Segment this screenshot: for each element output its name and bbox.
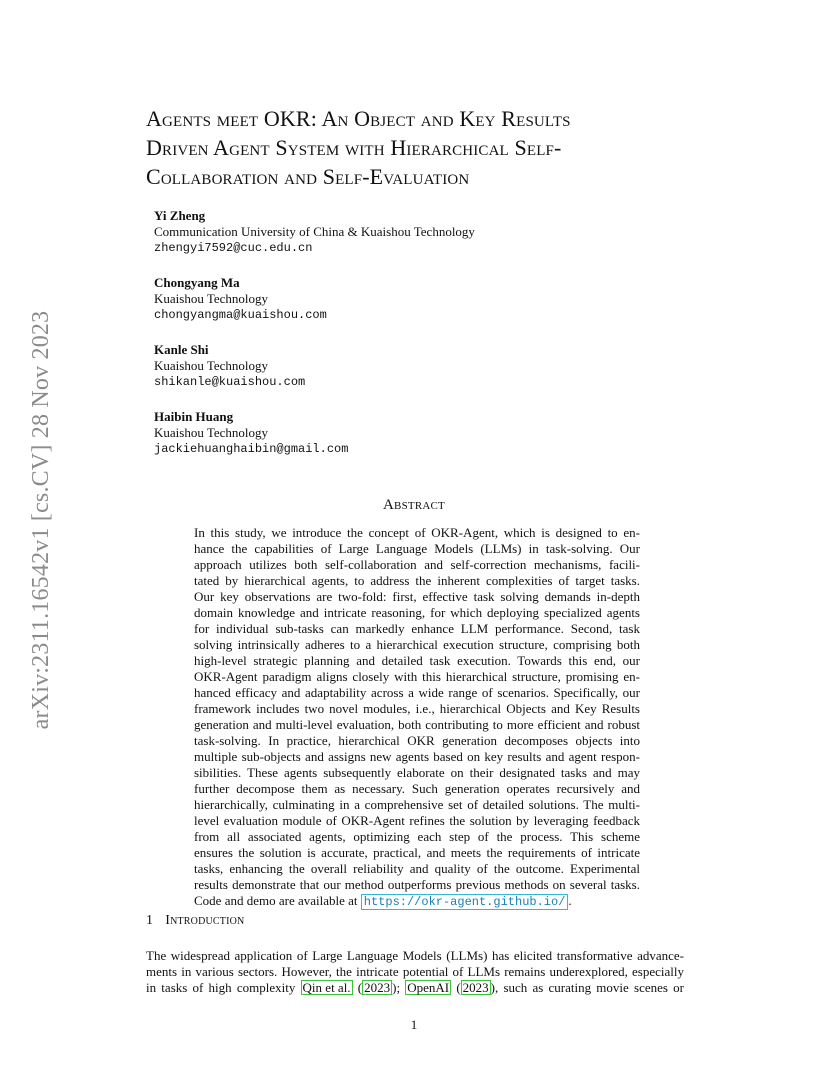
abstract-line: sibilities. These agents subsequently elaborate on their designated tasks and may [194,765,640,780]
author-email: chongyangma@kuaishou.com [154,308,327,322]
abstract-last-line [194,893,640,909]
abstract-line: solving intrinsically adheres to a hierarchical execution structure, comprising both [194,637,640,652]
abstract-period: . [568,893,572,908]
abstract-line: generation and multi-level evaluation, both contributing to more efficient and robust [194,717,640,732]
abstract-line: further decompose them as necessary. Such generation operates recursively and [194,781,640,796]
introduction-body [146,948,684,996]
citation-link-qin-author[interactable]: Qin et al. [302,980,351,995]
author-email: zhengyi7592@cuc.edu.cn [154,241,313,255]
title-line-3: Collaboration and Self-Evaluation [146,164,470,189]
citation-separator: ; [396,980,406,995]
abstract-line: from all associated agents, optimizing each step of the process. This scheme [194,829,640,844]
abstract-line: OKR-Agent paradigm aligns closely with this hierarchical structure, promising en- [194,669,640,684]
abstract-line: tated by hierarchical agents, to address the inherent complexities of target tasks. [194,573,640,588]
abstract-line: framework includes two novel modules, i.e., hierarchical Objects and Key Results [194,701,640,716]
citation-link-openai-author[interactable]: OpenAI [407,980,450,995]
page-number: 1 [410,1017,418,1032]
abstract-line: multiple sub-objects and assigns new agents based on key results and agent respon- [194,749,640,764]
abstract-line: high-level strategic planning and detailed task execution. Towards this end, our [194,653,640,668]
author-name: Yi Zheng [154,208,206,223]
abstract-line: In this study, we introduce the concept of OKR-Agent, which is designed to en- [194,525,640,540]
section-title: Introduction [165,913,245,928]
title-line-1: Agents meet OKR: An Object and Key Results [146,106,571,131]
section-number: 1 [146,913,154,928]
author-affiliation: Kuaishou Technology [154,358,269,373]
project-link[interactable]: https://okr-agent.github.io/ [361,894,569,910]
citation-link-openai-year[interactable]: 2023 [462,980,489,995]
author-affiliation: Kuaishou Technology [154,291,269,306]
abstract-line: hance the capabilities of Large Language Models (LLMs) in task-solving. Our [194,541,640,556]
abstract-line: for individual sub-tasks can markedly enhance LLM performance. Second, task [194,621,640,636]
arxiv-sidebar [28,280,54,760]
arxiv-identifier: arXiv:2311.16542v1 [cs.CV] 28 Nov 2023 [28,310,54,730]
abstract-line: Our key observations are two-fold: first, effective task solving demands in-depth [194,589,640,604]
author-name: Kanle Shi [154,342,209,357]
abstract-line: hanced efficacy and adaptability across a wide range of scenarios. Specifically, our [194,685,640,700]
citation-link-qin-year[interactable]: 2023 [364,980,391,995]
abstract-line: results demonstrate that our method outperforms previous methods on several tasks. [194,877,640,892]
abstract-line: domain knowledge and intricate reasoning, for which deploying specialized agents [194,605,640,620]
abstract-line: level evaluation module of OKR-Agent refines the solution by leveraging feedback [194,813,640,828]
intro-text: , such as curating movie scenes or [495,980,684,995]
paper-title [146,104,706,191]
author-block [154,409,674,457]
intro-line: The widespread application of Large Language Models (LLMs) has elicited transformative advance- [146,948,684,963]
abstract-line: ensures the solution is accurate, practical, and meets the requirements of intricate [194,845,640,860]
abstract-body [194,525,640,909]
intro-line-with-citations: in tasks of high complexity Qin et al. ( 2023 ); OpenAI ( 2023 ), such as curating movie scenes or [146,980,684,995]
author-name: Haibin Huang [154,409,234,424]
intro-line: ments in various sectors. However, the intricate potential of LLMs remains underexplored, especially [146,964,684,979]
author-list [154,208,674,476]
author-affiliation: Kuaishou Technology [154,425,269,440]
section-heading-introduction [146,913,244,929]
author-block [154,275,674,323]
abstract-heading: Abstract [383,497,445,513]
author-email: shikanle@kuaishou.com [154,375,306,389]
abstract-code-text: Code and demo are available at [194,893,361,908]
abstract-line: hierarchically, culminating in a comprehensive set of detailed solutions. The multi- [194,797,640,812]
author-name: Chongyang Ma [154,275,240,290]
intro-text: in tasks of high complexity [146,980,301,995]
abstract-line: tasks, enhancing the overall reliability and quality of the outcome. Experimental [194,861,640,876]
author-affiliation: Communication University of China & Kuaishou Technology [154,224,475,239]
author-email: jackiehuanghaibin@gmail.com [154,442,349,456]
abstract-line: approach utilizes both self-collaboration and self-correction mechanisms, facili- [194,557,640,572]
abstract-line: task-solving. In practice, hierarchical OKR generation decomposes objects into [194,733,640,748]
title-line-2: Driven Agent System with Hierarchical Self- [146,135,562,160]
author-block [154,208,674,256]
author-block [154,342,674,390]
